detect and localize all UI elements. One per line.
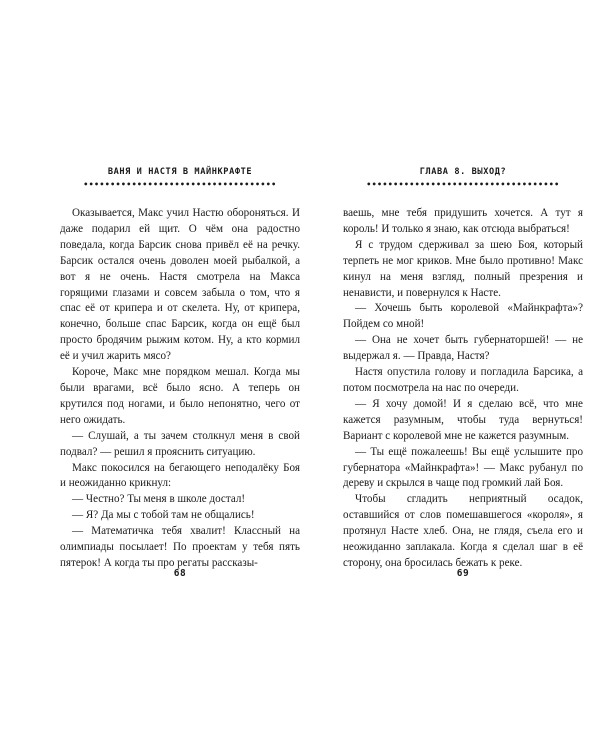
paragraph: Настя опустила голову и погладила Барсика, а потом посмотрела на нас по очереди. bbox=[343, 366, 583, 394]
paragraph: Короче, Макс мне порядком мешал. Когда мы были врагами, всё было ясно. А теперь он крутился под ногами, и было непонятно, чего от него ожидать. bbox=[60, 366, 300, 426]
paragraph: — Ты ещё пожалеешь! Вы ещё услышите про губернатора «Майнкрафта»! — Макс рубанул по дереву и скрылся в чаще под громкий лай Боя. bbox=[343, 445, 583, 490]
paragraph: — Хочешь быть королевой «Майнкрафта»? Пойдем со мной! bbox=[343, 302, 583, 331]
paragraph: — Она не хочет быть губернаторшей! — не выдержал я. — Правда, Настя? bbox=[343, 334, 583, 363]
running-head-left: ВАНЯ И НАСТЯ В МАЙНКРАФТЕ bbox=[107, 167, 253, 177]
dotted-rule-right: •••••••••••••••••••••••••••••••••••• bbox=[366, 182, 560, 188]
right-page bbox=[343, 0, 583, 750]
body-text-right bbox=[343, 206, 583, 572]
paragraph: ваешь, мне тебя придушить хочется. А тут я король! И только я знаю, как отсюда выбраться! bbox=[343, 207, 583, 235]
body-text-left bbox=[60, 206, 300, 572]
paragraph: Чтобы сгладить неприятный осадок, оставшийся от слов помешавшегося «короля», я протянул Насте хлеб. Она, не глядя, съела его и неожиданно заплакала. Когда я сделал шаг в её сторону, она бросилась бежать к реке. bbox=[343, 493, 583, 569]
paragraph: — Я? Да мы с тобой там не общались! bbox=[72, 509, 255, 522]
running-head-right: ГЛАВА 8. ВЫХОД? bbox=[419, 167, 507, 177]
page-number-left: 68 bbox=[173, 568, 187, 579]
page-number-right: 69 bbox=[456, 568, 470, 579]
paragraph: Оказывается, Макс учил Настю обороняться. И даже подарил ей щит. О чём она радостно поведала, когда Барсик снова привёл её на речку. Барсик остался очень доволен моей рыбалкой, а вот я не очень. Настя смотрела на Макса горящими глазами и совсем забыла о том, что я спас её от крипера и от скелета. Ну, от крипера, конечно, больше спас Барсик, когда он ещё был просто бродячим рыжим котом. Ну, а кто кормил её и учил жарить мясо? bbox=[60, 207, 300, 363]
paragraph: — Математичка тебя хвалит! Классный на олимпиады посылает! По проектам у тебя пять пятерок! А когда ты про регаты рассказы- bbox=[60, 525, 300, 569]
left-page bbox=[60, 0, 300, 750]
paragraph: — Слушай, а ты зачем столкнул меня в свой подвал? — решил я прояснить ситуацию. bbox=[60, 429, 300, 458]
paragraph: Я с трудом сдерживал за шею Боя, который терпеть не мог криков. Мне было противно! Макс кинул на меня взгляд, полный презрения и ненависти, и повернулся к Насте. bbox=[343, 238, 583, 299]
paragraph: — Я хочу домой! И я сделаю всё, что мне кажется разумным, чтобы туда вернуться! Вариант с королевой мне не кажется разумным. bbox=[343, 397, 583, 442]
paragraph: — Честно? Ты меня в школе достал! bbox=[72, 493, 246, 506]
dotted-rule-left: •••••••••••••••••••••••••••••••••••• bbox=[83, 182, 277, 188]
paragraph: Макс покосился на бегающего неподалёку Боя и неожиданно крикнул: bbox=[60, 461, 300, 490]
